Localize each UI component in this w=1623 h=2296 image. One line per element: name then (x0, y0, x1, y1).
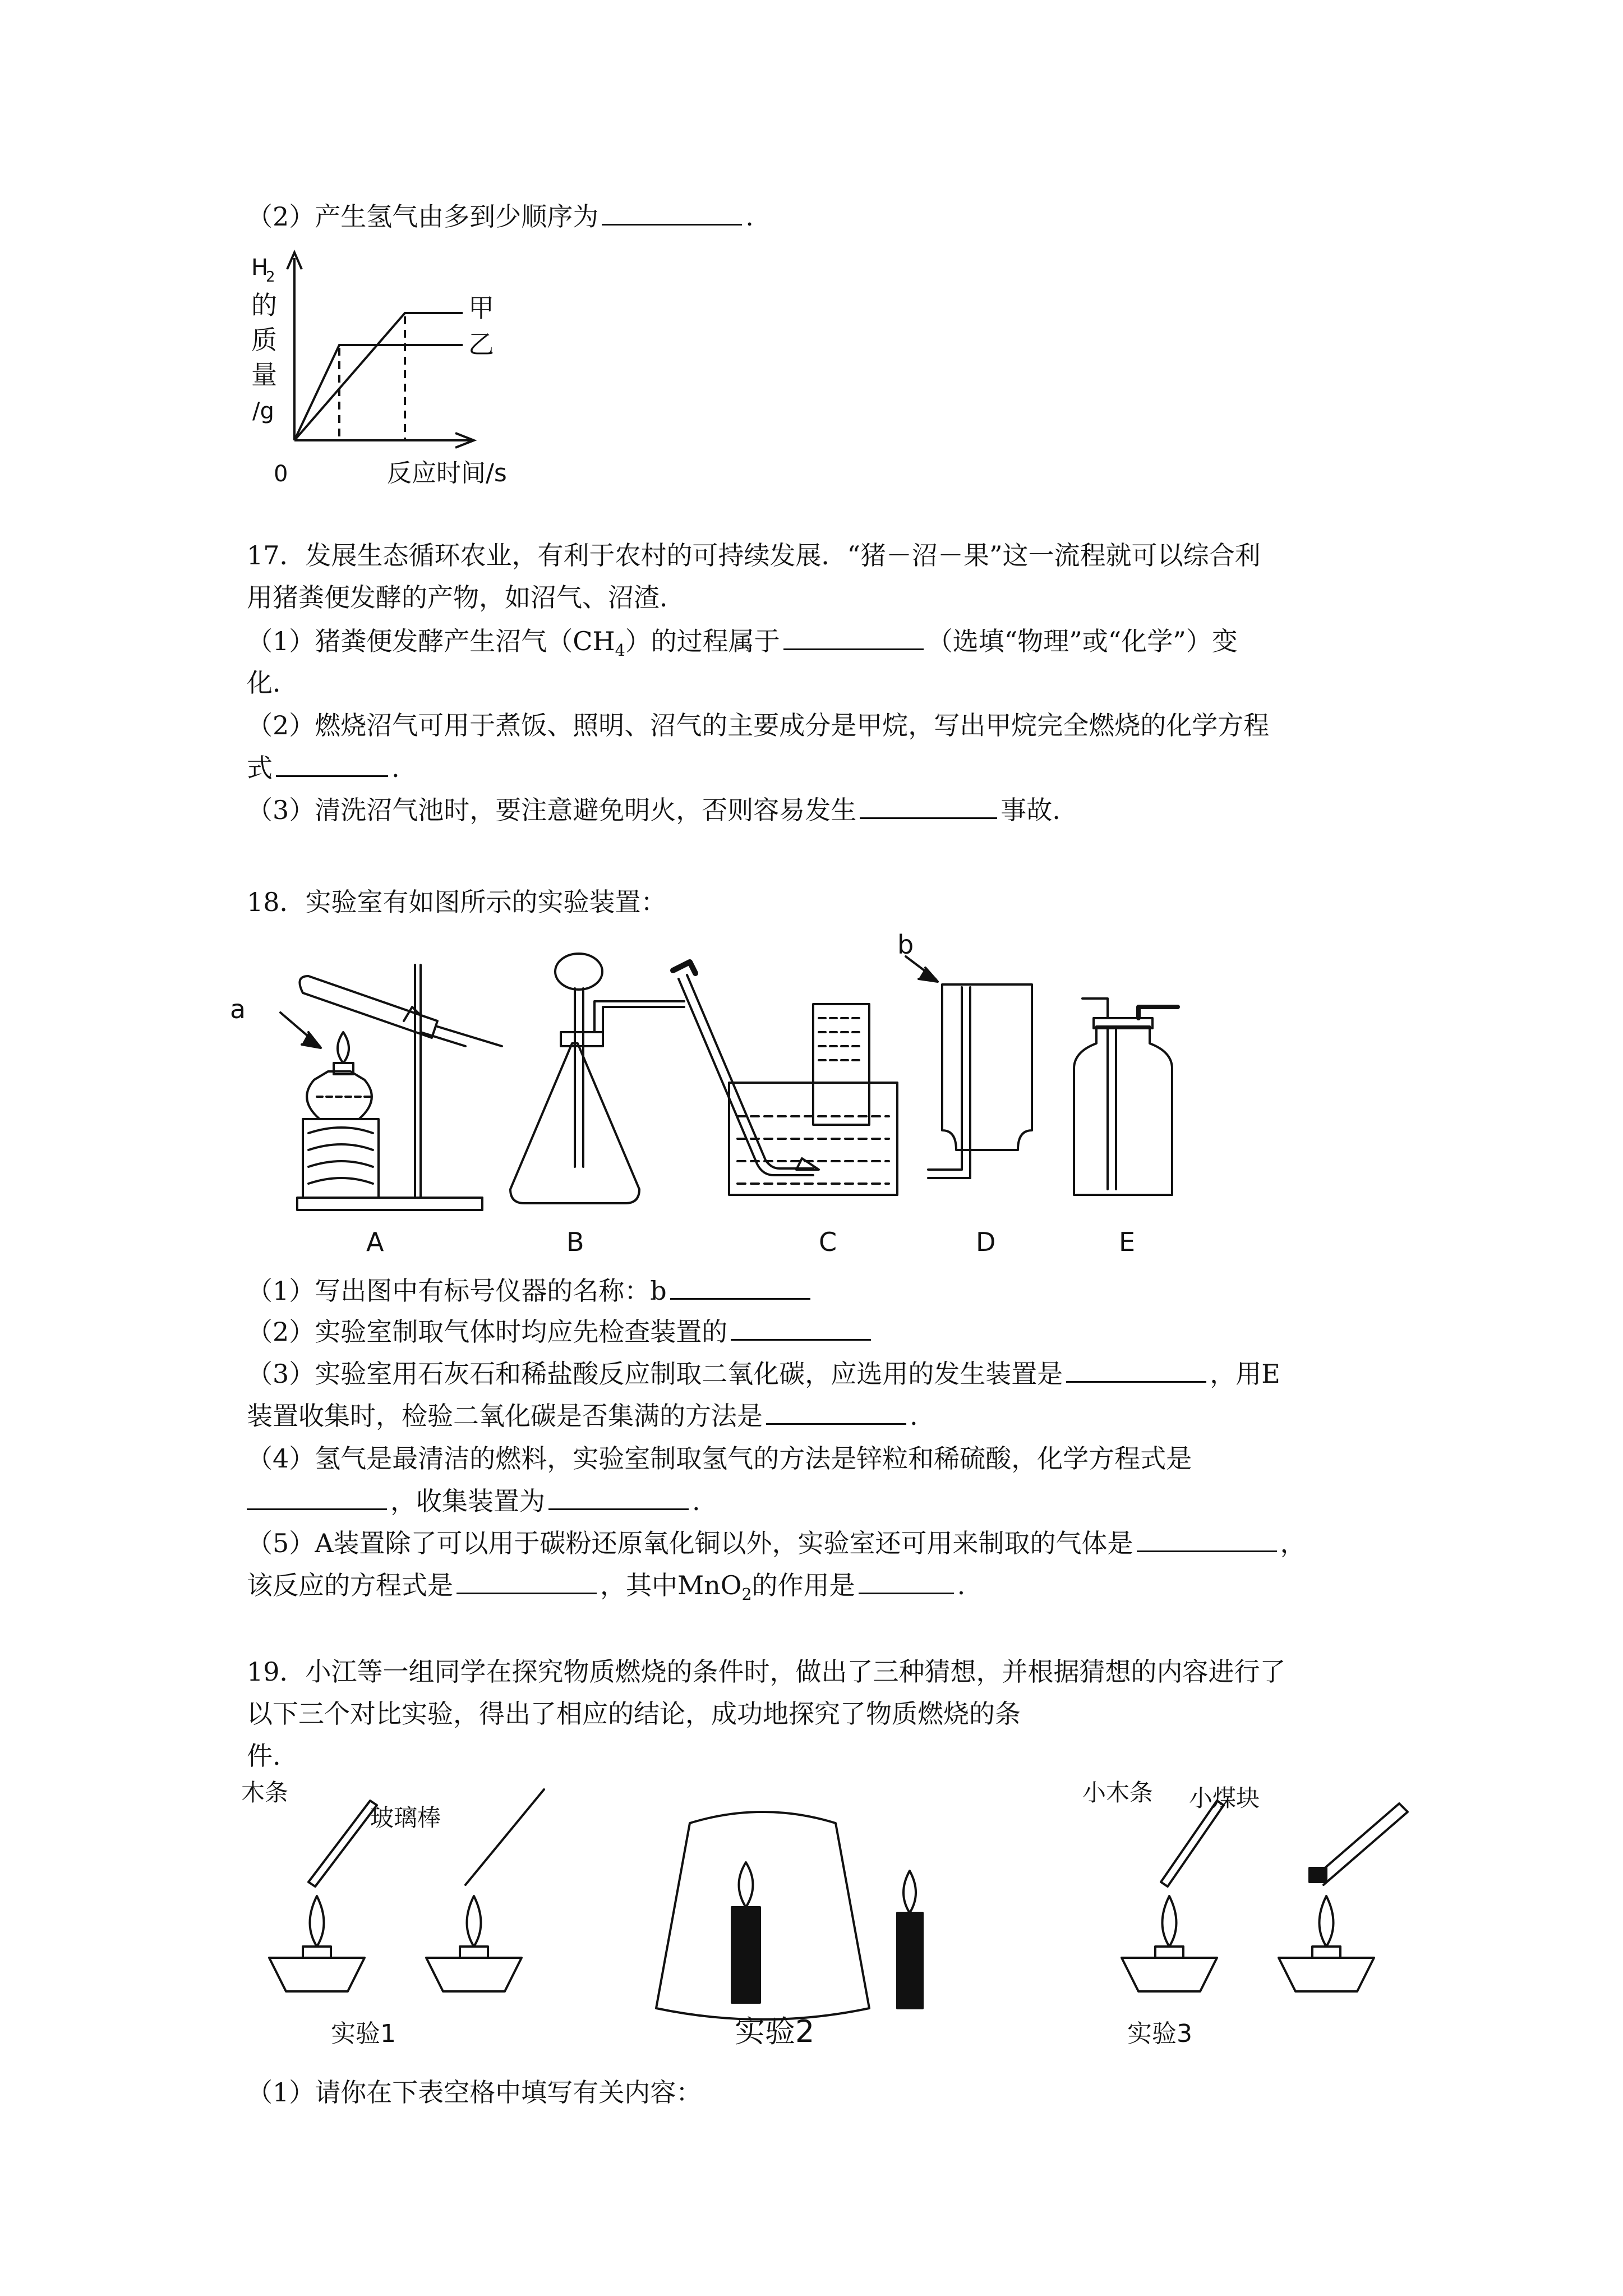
q18-p3-text-a: （3）实验室用石灰石和稀盐酸反应制取二氧化碳，应选用的发生装置是 (247, 1359, 1063, 1389)
q18-p5-text-b: ， (1280, 1528, 1306, 1558)
graph-line-jia (294, 313, 463, 440)
label-e: E (1119, 1227, 1136, 1257)
lamp-flame (338, 1032, 349, 1063)
graph-ylabel-char-1: 的 (251, 290, 277, 320)
answer-blank[interactable] (783, 624, 924, 650)
answer-blank[interactable] (457, 1568, 597, 1594)
thistle-funnel (555, 954, 602, 990)
alcohol-lamp-3 (1122, 1958, 1217, 1991)
q18-p2-text: （2）实验室制取气体时均应先检查装置的 (247, 1317, 728, 1347)
label-wood-strip: 木条 (241, 1779, 289, 1806)
q18-p5-sub: 2 (741, 1585, 752, 1604)
q18-p4-text-b: ，收集装置为 (390, 1486, 545, 1516)
q18-p5-text-a: （5）A装置除了可以用于碳粉还原氧化铜以外，实验室还可用来制取的气体是 (247, 1528, 1133, 1558)
candle-covered (732, 1907, 760, 2003)
candle-open (897, 1913, 923, 2008)
alcohol-lamp-1 (269, 1958, 365, 1991)
q17-p3-line (247, 793, 1061, 827)
delivery-tube (679, 979, 813, 1175)
apparatus-d (906, 956, 1032, 1178)
q16-part2-line (247, 199, 754, 233)
q18-p4-text-c: . (692, 1486, 700, 1516)
label-c: C (819, 1227, 837, 1257)
apparatus-c (673, 962, 897, 1195)
experiment-2 (656, 1812, 923, 2019)
alcohol-lamp-2 (426, 1958, 522, 1991)
q19-line1: 19．小江等一组同学在探究物质燃烧的条件时，做出了三种猜想，并根据猜想的内容进行了 (247, 1657, 1286, 1687)
marker-b: b (897, 930, 914, 960)
q18-p3-text-d: . (910, 1401, 918, 1431)
flame-covered (739, 1862, 753, 1907)
graph-xlabel: 反应时间/s (387, 459, 507, 487)
q18-p1-text: （1）写出图中有标号仪器的名称：b (247, 1276, 667, 1306)
label-coal-piece: 小煤块 (1189, 1784, 1260, 1812)
q18-p5c-line (247, 1568, 965, 1612)
q18-p3-text-c: 装置收集时，检验二氧化碳是否集满的方法是 (247, 1401, 763, 1431)
label-b: B (566, 1227, 584, 1257)
answer-blank[interactable] (731, 1314, 871, 1341)
answer-blank[interactable] (276, 751, 388, 777)
rubber-stopper (561, 1032, 603, 1046)
q18-p5-text-d: ，其中MnO (600, 1570, 742, 1600)
flame-3 (1163, 1896, 1177, 1947)
q18-p2-line (247, 1314, 874, 1349)
test-tube (299, 976, 437, 1038)
iron-stand-base (297, 1198, 482, 1210)
q17-p1-sub: 4 (615, 641, 625, 660)
answer-blank[interactable] (859, 1568, 954, 1594)
glass-rod (465, 1789, 544, 1885)
q17-p1-text-a: （1）猪粪便发酵产生沼气（CH (247, 626, 615, 656)
q18-p1-line (247, 1273, 814, 1308)
graph-ylabel-char-3: 量 (251, 360, 277, 390)
label-small-wood-strip: 小木条 (1082, 1779, 1154, 1806)
flame-1 (310, 1896, 324, 1947)
inverted-bottle (942, 984, 1032, 1150)
label-a: A (366, 1227, 384, 1257)
q17-p2-text-b: 式 (247, 753, 273, 783)
flame-4 (1320, 1896, 1334, 1947)
q17-part1-line (247, 624, 1238, 668)
q18-p5-text-e: 的作用是 (751, 1570, 855, 1600)
q18-p4b-line (247, 1484, 700, 1518)
collecting-bottle (1074, 1027, 1172, 1195)
label-d: D (976, 1227, 996, 1257)
graph-ylabel-char-2: 质 (251, 325, 277, 355)
flame-open (903, 1871, 916, 1913)
label-glass-rod: 玻璃棒 (370, 1804, 441, 1832)
q19-line3: 件. (247, 1741, 281, 1771)
marker-a: a (230, 994, 246, 1024)
experiment-3 (1122, 1801, 1408, 1991)
answer-blank[interactable] (247, 1484, 387, 1510)
q18-p3-text-b: ，用E (1210, 1359, 1280, 1389)
alcohol-lamp-4 (1279, 1958, 1374, 1991)
flame-2 (467, 1896, 481, 1947)
caption-experiment-2: 实验2 (735, 2014, 815, 2049)
answer-blank[interactable] (1137, 1526, 1277, 1552)
coal-piece (1310, 1868, 1326, 1882)
answer-blank[interactable] (1066, 1356, 1206, 1383)
q17-line2: 用猪粪便发酵的产物，如沼气、沼渣． (247, 582, 685, 613)
alcohol-lamp (307, 1071, 372, 1119)
answer-blank[interactable] (548, 1484, 689, 1510)
caption-experiment-1: 实验1 (331, 2019, 396, 2048)
q19-p1-line: （1）请你在下表空格中填写有关内容： (247, 2077, 702, 2108)
answer-blank[interactable] (602, 199, 742, 226)
small-wood-strip (1161, 1801, 1224, 1887)
graph-series-jia: 甲 (468, 293, 494, 323)
graph-line-yi (294, 345, 463, 440)
graph-origin: 0 (274, 461, 288, 487)
q19-line2: 以下三个对比实验，得出了相应的结论，成功地探究了物质燃烧的条 (247, 1699, 1021, 1729)
apparatus-b (510, 954, 684, 1203)
q18-p3-line (247, 1356, 1280, 1391)
q16-part2-text: （2）产生氢气由多到少顺序为 (247, 201, 599, 232)
graph-series-yi: 乙 (468, 329, 494, 360)
q17-p2b-line (247, 751, 400, 785)
q18-p5-line (247, 1526, 1306, 1560)
q17-p2-end: . (391, 753, 400, 783)
combustion-experiments-figure (241, 1778, 1447, 2059)
q18-p5-text-f: . (957, 1570, 966, 1600)
lab-apparatus-figure (230, 930, 1290, 1262)
graph-ylabel-sub: 2 (266, 269, 275, 286)
answer-blank[interactable] (766, 1398, 906, 1425)
apparatus-a (280, 965, 502, 1210)
q18-p5-text-c: 该反应的方程式是 (247, 1570, 453, 1600)
q18-p4-line: （4）氢气是最清洁的燃料，实验室制取氢气的方法是锌粒和稀硫酸，化学方程式是 (247, 1443, 1192, 1474)
q17-p3-text-a: （3）清洗沼气池时，要注意避免明火，否则容易发生 (247, 795, 857, 825)
q17-p2-line: （2）燃烧沼气可用于煮饭、照明、沼气的主要成分是甲烷，写出甲烷完全燃烧的化学方程 (247, 710, 1270, 740)
hydrogen-mass-graph (247, 247, 561, 494)
answer-blank[interactable] (670, 1273, 810, 1300)
q17-p1-text-d: 化． (247, 668, 298, 698)
crucible-tongs (1315, 1803, 1408, 1885)
gas-jar (813, 1004, 869, 1125)
apparatus-e (1074, 999, 1178, 1195)
q16-part2-end: . (745, 201, 754, 232)
wood-strip (308, 1801, 377, 1887)
caption-experiment-3: 实验3 (1127, 2019, 1192, 2048)
q17-p1-text-b: ）的过程属于 (625, 626, 780, 656)
graph-ylabel-char-4: /g (252, 398, 274, 424)
q17-p3-text-b: 事故. (1000, 795, 1061, 825)
q18-title: 18．实验室有如图所示的实验装置： (247, 887, 667, 917)
q17-line1: 17．发展生态循环农业，有利于农村的可持续发展．“猪－沼－果”这一流程就可以综合利 (247, 540, 1261, 570)
q18-p3c-line (247, 1398, 918, 1433)
q17-p1-text-c: （选填“物理”或“化学”）变 (926, 626, 1238, 656)
graph-ylabel-h: H (251, 255, 269, 280)
glass-beaker (656, 1812, 869, 2019)
answer-blank[interactable] (860, 793, 997, 819)
